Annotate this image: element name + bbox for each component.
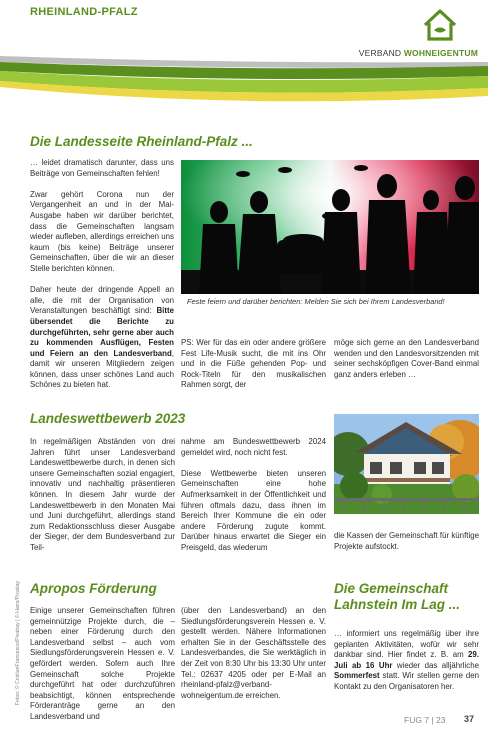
section-title-landesseite: Die Landesseite Rheinland-Pfalz ... <box>30 134 253 149</box>
page-number: 37 <box>464 714 475 724</box>
wettbewerb-column-1: In regelmäßigen Abständen von drei Jahren führt unser Landesverband Landeswettbewerbe durch, in denen sich unsere Gemeinschaften sozial engagiert, innovativ und nachhaltig präsentieren können. In diesem Jahr wurde der Landeswettbewerb in den Monaten Mai und Juni durchgeführt, allerdings stand zum Redaktionsschluss dieser Ausgabe der Sieger, der dem Bundesverband zur Teil- <box>30 437 175 552</box>
foerderung-column-1: Einige unserer Gemeinschaften führen gemeinnützige Projekte durch, die – neben einer Förderung durch den Landesverband selbst – auch vom Siedlungsförderungsverein Hessen e. V. gefördert werden. Sofern auch Ihre Gemeinschaft solche Projekte durchgeführt hat oder durchzuführen beabsichtigt, können entsprechende Förderanträge gerne an den Landesverband und <box>30 606 175 721</box>
wettbewerb-column-3: die Kassen der Gemeinschaft für künftige Projekte aufstockt. <box>334 531 479 551</box>
ps-column: PS: Wer für das ein oder andere größere Fest Life-Musik sucht, die mit ins Ohr und in die Füße gehenden Pop- und Rock-Titeln für den musikalischen Rahmen sorgt, der <box>181 338 326 390</box>
intro-paragraph-1: … leidet dramatisch darunter, dass uns Beiträge von Gemeinschaften fehlen! <box>30 158 174 178</box>
section-title-foerderung: Apropos Förderung <box>30 581 157 596</box>
band-concert-photo <box>181 160 479 294</box>
organisation-name: VERBAND WOHNEIGENTUM <box>358 48 478 58</box>
photo-caption: Feste feiern und darüber berichten: Melden Sie sich bei Ihrem Landesverband! <box>187 297 445 306</box>
intro-column <box>30 158 174 402</box>
header-swoosh <box>0 54 488 112</box>
section-title-landeswettbewerb: Landeswettbewerb 2023 <box>30 411 186 426</box>
region-label: RHEINLAND-PFALZ <box>30 6 138 18</box>
house-logo-icon <box>422 8 458 42</box>
wettbewerb-paragraph-2: Diese Wettbewerbe bieten unseren Gemeinschaften eine hohe Aufmerksamkeit in der Öffentlichkeit und führen oftmals dazu, dass ihnen im Bereich Ihrer Kommune die ein oder andere Förderung zugute kommt. Darüber hinaus erwartet die Sieger ein Preisgeld, das wiederum <box>181 468 326 552</box>
intro-paragraph-3: Daher heute der dringende Appell an alle, die mit der Organisation von Veranstaltungen beschäftigt sind: Bitte übersendet die Berichte zu durchgeführten, sehr gerne aber auch zu kommenden Ausflügen, Festen und Feiern an den Landesverband, damit wir unseren Mitgliedern zeigen können, dass unser schönes Land auch Schönes zu bieten hat. <box>30 285 174 390</box>
ps-column-continued: möge sich gerne an den Landesverband wenden und den Landesvorsitzenden mit seiner sechsköpfigen Cover-Band einmal ganz anders erleben … <box>334 338 479 379</box>
intro-paragraph-2: Zwar gehört Corona nun der Vergangenheit an und in der Mai-Ausgabe haben wir darüber berichtet, dass die Gemeinschaften langsam wieder aufleben, allerdings erreichen uns kaum (bis keine) Beiträge unserer Gemeinschaften, über die wir an dieser Stelle berichten können. <box>30 189 174 273</box>
wettbewerb-column-2 <box>181 437 326 564</box>
wettbewerb-paragraph-1: nahme am Bundeswettbewerb 2024 gemeldet wird, noch nicht fest. <box>181 437 326 457</box>
issue-label: FUG 7 | 23 <box>404 715 446 725</box>
section-title-lahnstein: Die Gemeinschaft Lahnstein Im Lag ... <box>334 581 461 612</box>
foerderung-column-2: (über den Landesverband) an den Siedlungsförderungsverein Hessen e. V. gestellt werden. Nähere Informationen erhalten Sie in der Geschäftsstelle des Landesverbandes, die Sie werktäglich in der Zeit von 8:30 Uhr bis 13:30 Uhr unter Tel.: 02637 4205 oder per E-Mail an rheinland-pfalz@verband-wohneigentum.de erreichen. <box>181 606 326 700</box>
lahnstein-column: … informiert uns regelmäßig über ihre geplanten Aktivitäten, wofür wir sehr dankbar sind. Hier findet z. B. am 29. Juli ab 16 Uhr wieder das alljährliche Sommerfest statt. Wir stellen gerne den Kontakt zu den Organisatoren her. <box>334 629 480 691</box>
photo-credit: Fotos: © CristianFrancesco/Pixabay | © Hans/Pixabay <box>15 580 22 706</box>
house-garden-photo <box>334 414 479 514</box>
